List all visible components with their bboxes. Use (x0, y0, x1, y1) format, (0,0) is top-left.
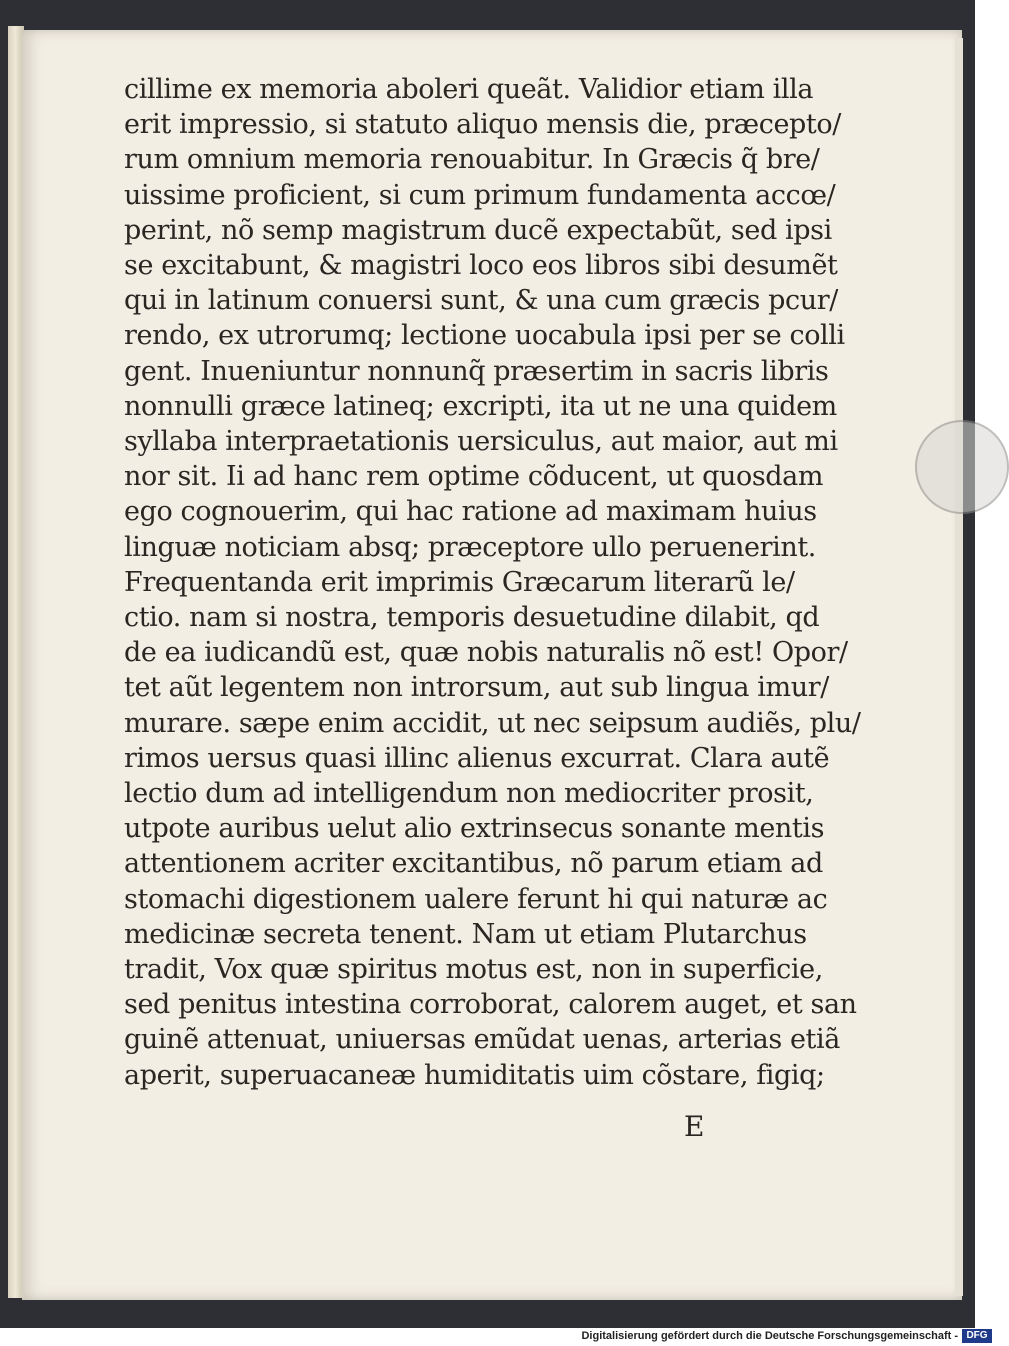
text-line: qui in latinum conuersi sunt, & una cum græcis pcur/ (124, 285, 838, 317)
text-line: utpote auribus uelut alio extrinsecus sonante mentis (124, 813, 825, 845)
text-line: rimos uersus quasi illinc alienus excurrat. Clara autẽ (124, 742, 830, 774)
text-line: attentionem acriter excitantibus, nõ parum etiam ad (124, 848, 823, 880)
text-line: gent. Inueniuntur nonnunq̃ præsertim in sacris libris (124, 355, 829, 387)
text-line: medicinæ secreta tenent. Nam ut etiam Plutarchus (124, 918, 807, 950)
text-line: rendo, ex utrorumq; lectione uocabula ipsi per se colli (124, 320, 845, 352)
text-line: tet aũt legentem non introrsum, aut sub lingua imur/ (124, 672, 829, 704)
dfg-logo: DFG (962, 1329, 992, 1343)
digitization-footer (0, 1328, 1000, 1346)
text-line: Frequentanda erit imprimis Græcarum literarũ le/ (124, 566, 795, 598)
text-line: nor sit. Ii ad hanc rem optime cõducent, ut quosdam (124, 461, 824, 493)
text-line: aperit, superuacaneæ humiditatis uim cõstare, figiq; (124, 1059, 825, 1091)
body-text (124, 72, 861, 1093)
text-line: sed penitus intestina corroborat, calorem auget, et san (124, 989, 857, 1021)
text-line: ego cognouerim, qui hac ratione ad maximam huius (124, 496, 817, 528)
text-line: lectio dum ad intelligendum non mediocriter prosit, (124, 778, 814, 810)
text-line: tradit, Vox quæ spiritus motus est, non in superficie, (124, 954, 823, 986)
text-line: ctio. nam si nostra, temporis desuetudine dilabit, qd (124, 602, 820, 634)
text-line: guinẽ attenuat, uniuersas emũdat uenas, arterias etiã (124, 1024, 840, 1056)
text-line: erit impressio, si statuto aliquo mensis die, præcepto/ (124, 109, 841, 141)
right-page-edge (955, 38, 963, 1296)
text-line: nonnulli græce latineq; excripti, ita ut ne una quidem (124, 390, 837, 422)
text-line: rum omnium memoria renouabitur. In Græcis q̃ bre/ (124, 144, 820, 176)
signature-mark: E (684, 1110, 705, 1143)
text-line: syllaba interpraetationis uersiculus, aut maior, aut mi (124, 426, 838, 458)
text-line: perint, nõ semp magistrum ducẽ expectabũt, sed ipsi (124, 214, 832, 246)
text-line: linguæ noticiam absq; præceptore ullo peruenerint. (124, 531, 816, 563)
text-line: uissime proficient, si cum primum fundamenta accœ/ (124, 179, 836, 211)
bookmark-tab (915, 420, 1009, 514)
text-line: de ea iudicandũ est, quæ nobis naturalis nõ est! Opor/ (124, 637, 848, 669)
text-line: se excitabunt, & magistri loco eos libros sibi desumẽt (124, 250, 838, 282)
text-line: murare. sæpe enim accidit, ut nec seipsum audiẽs, plu/ (124, 707, 861, 739)
text-line: cillime ex memoria aboleri queãt. Validior etiam illa (124, 74, 814, 105)
text-line: stomachi digestionem ualere ferunt hi qui naturæ ac (124, 883, 828, 915)
funding-notice: Digitalisierung gefördert durch die Deutsche Forschungsgemeinschaft - (581, 1330, 958, 1342)
